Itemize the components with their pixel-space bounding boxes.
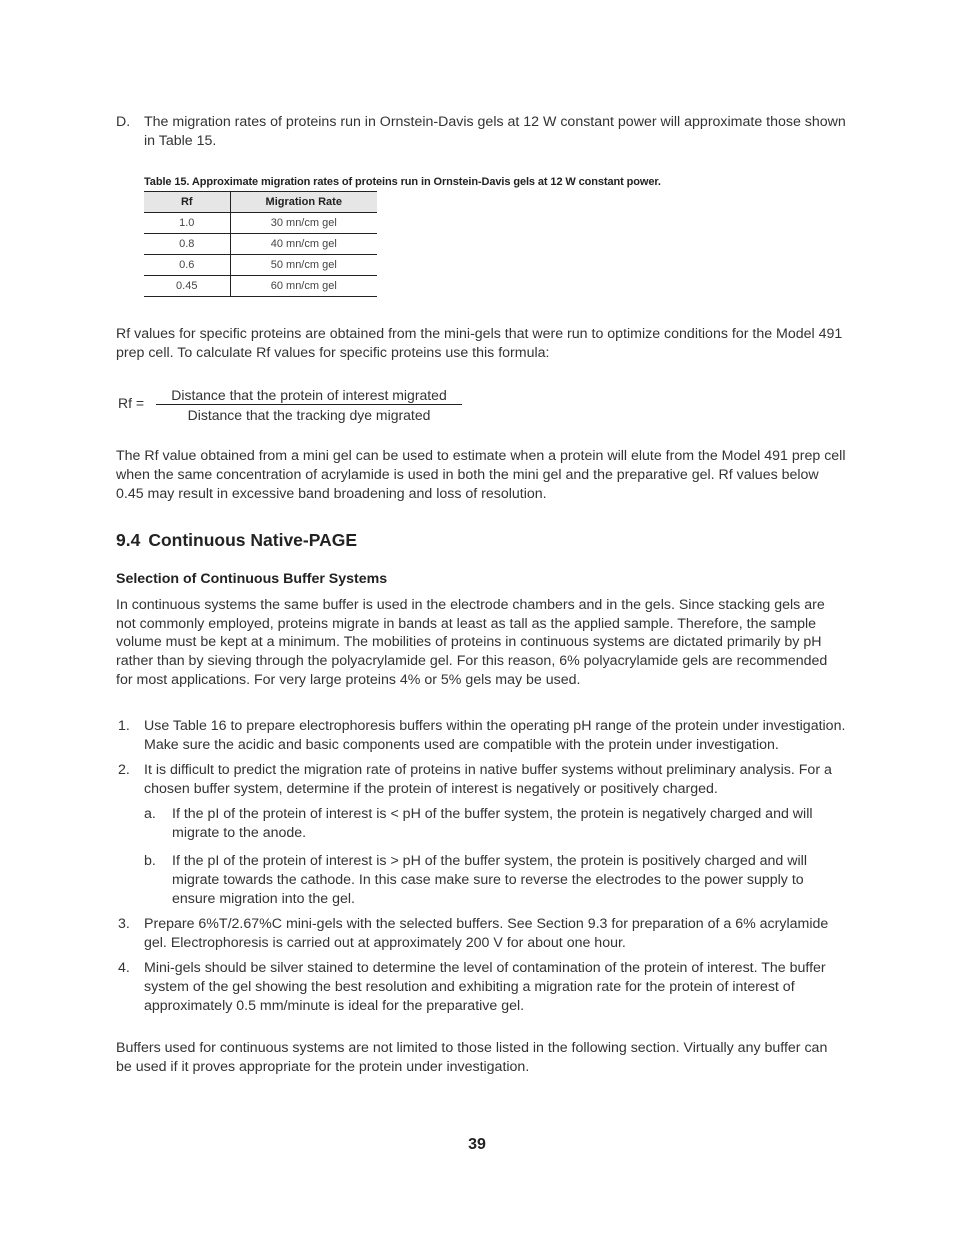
- list-item-text: Mini-gels should be silver stained to determine the level of contamination of the protein of interest. The buffer system of the gel showing the best resolution and exhibiting a migration rate for the protein of interest of approximately 0.5 mm/minute is ideal for the preparative gel.: [144, 960, 826, 1014]
- list-item-d: [116, 113, 856, 151]
- list-item-text: Prepare 6%T/2.67%C mini-gels with the selected buffers. See Section 9.3 for preparation of a 6% acrylamide gel. Electrophoresis is carried out at approximately 200 V for about one hour.: [144, 916, 829, 951]
- list-item-text: If the pI of the protein of interest is < pH of the buffer system, the protein is negatively charged and will migrate to the anode.: [172, 806, 813, 841]
- cell-migration-rate: 30 mn/cm gel: [230, 213, 377, 234]
- cell-rf: 0.8: [144, 234, 230, 255]
- cell-rf: 1.0: [144, 213, 230, 234]
- sub-item-a: [144, 805, 846, 843]
- table-row: [144, 213, 377, 234]
- paragraph-continuous-systems: In continuous systems the same buffer is used in the electrode chambers and in the gels. Since stacking gels are not commonly employed, proteins migrate in bands at least as tall as the applied sample. Therefore, the sample volume must be kept at a minimum. The mobilities of proteins in continuous systems are dictated primarily by pH rather than by sieving through the polyacrylamide gel. For this reason, 6% polyacrylamide gels are recommended for most applications. For very large proteins 4% or 5% gels may be used.: [116, 597, 828, 688]
- paragraph-rf-values: Rf values for specific proteins are obtained from the mini-gels that were run to optimize conditions for the Model 491 prep cell. To calculate Rf values for specific proteins use this formula:: [116, 326, 843, 361]
- list-item-4: [116, 959, 846, 1016]
- list-item-text: The migration rates of proteins run in Ornstein-Davis gels at 12 W constant power will approximate those shown in Table 15.: [144, 114, 846, 149]
- list-marker: 4.: [118, 960, 130, 976]
- subheading: Selection of Continuous Buffer Systems: [116, 571, 388, 587]
- list-item-text: It is difficult to predict the migration rate of proteins in native buffer systems without preliminary analysis. For a chosen buffer system, determine if the protein of interest is negatively or positively charged.: [144, 762, 832, 797]
- cell-migration-rate: 40 mn/cm gel: [230, 234, 377, 255]
- table-header-row: [144, 192, 377, 213]
- section-number: 9.4: [116, 530, 141, 550]
- list-marker: 2.: [118, 762, 130, 778]
- list-marker: D.: [116, 114, 131, 130]
- column-header-rf: Rf: [144, 192, 230, 213]
- cell-rf: 0.45: [144, 276, 230, 297]
- formula-denominator: Distance that the tracking dye migrated: [187, 407, 431, 423]
- sub-item-b: [144, 852, 846, 909]
- table-row: [144, 234, 377, 255]
- list-item-1: [116, 717, 846, 755]
- paragraph-elute-estimate: The Rf value obtained from a mini gel can be used to estimate when a protein will elute from the Model 491 prep cell when the same concentration of acrylamide is used in both the mini gel and the preparative gel. Rf values below 0.45 may result in excessive band broadening and loss of resolution.: [116, 448, 846, 502]
- section-heading: [116, 531, 357, 550]
- page-number: 39: [468, 1136, 486, 1153]
- cell-rf: 0.6: [144, 255, 230, 276]
- list-marker: 3.: [118, 916, 130, 932]
- table-row: [144, 255, 377, 276]
- formula-numerator: Distance that the protein of interest migrated: [156, 386, 462, 405]
- numbered-list: [116, 717, 846, 1016]
- list-item-text: If the pI of the protein of interest is > pH of the buffer system, the protein is positively charged and will migrate towards the cathode. In this case make sure to reverse the electrodes to the power supply to ensure migration into the gel.: [172, 853, 807, 907]
- column-header-migration-rate: Migration Rate: [230, 192, 377, 213]
- table-caption: Table 15. Approximate migration rates of proteins run in Ornstein-Davis gels at 12 W constant power.: [144, 176, 661, 188]
- cell-migration-rate: 60 mn/cm gel: [230, 276, 377, 297]
- cell-migration-rate: 50 mn/cm gel: [230, 255, 377, 276]
- list-item-2: [116, 761, 846, 909]
- migration-rate-table: [144, 191, 377, 297]
- paragraph-buffers-note: Buffers used for continuous systems are not limited to those listed in the following section. Virtually any buffer can be used if it proves appropriate for the protein under investigation.: [116, 1040, 828, 1075]
- table-row: [144, 276, 377, 297]
- list-item-text: Use Table 16 to prepare electrophoresis buffers within the operating pH range of the protein under investigation. Make sure the acidic and basic components used are compatible with the protein under investigation.: [144, 718, 846, 753]
- formula-lhs: Rf =: [118, 395, 145, 411]
- list-marker: b.: [144, 853, 156, 869]
- formula-fraction: [156, 386, 462, 425]
- list-item-3: [116, 915, 846, 953]
- section-title: Continuous Native-PAGE: [148, 530, 358, 550]
- list-marker: 1.: [118, 718, 130, 734]
- list-marker: a.: [144, 806, 156, 822]
